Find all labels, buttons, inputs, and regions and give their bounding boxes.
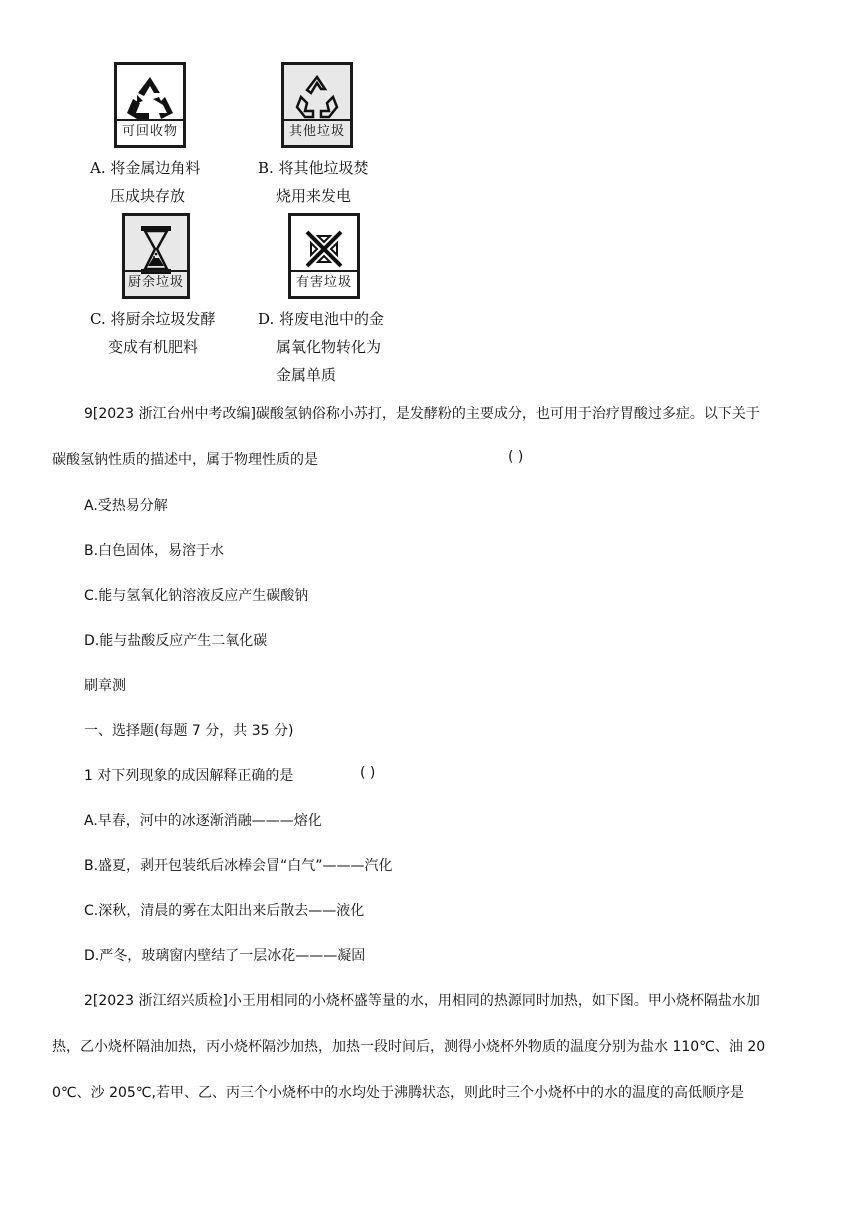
option-line: 变成有机肥料 bbox=[108, 338, 199, 356]
q2-stem-line1: 2[2023 浙江绍兴质检]小王用相同的小烧杯盛等量的水，用相同的热源同时加热，如下图。甲小烧杯隔盐水加 bbox=[84, 993, 760, 1009]
kitchen-waste-icon bbox=[135, 224, 177, 276]
kitchen-waste-sign bbox=[122, 213, 190, 299]
option-line: C. 将厨余垃圾发酵 bbox=[90, 310, 216, 328]
option-b-top bbox=[258, 154, 369, 210]
sign-caption: 有害垃圾 bbox=[291, 270, 357, 296]
section-subtitle: 一、选择题(每题 7 分，共 35 分) bbox=[84, 723, 294, 739]
option-line: D. 将废电池中的金 bbox=[258, 310, 385, 328]
q1-stem: 1 对下列现象的成因解释正确的是 bbox=[84, 768, 294, 784]
other-trash-icon bbox=[293, 73, 341, 123]
q1-answer-bracket: ( ) bbox=[360, 765, 376, 781]
q9-option-a: A.受热易分解 bbox=[84, 498, 168, 514]
hazardous-sign bbox=[288, 213, 360, 299]
hazardous-icon bbox=[299, 224, 349, 274]
option-line: 金属单质 bbox=[276, 366, 337, 384]
recyclable-sign bbox=[114, 62, 186, 148]
option-line: 烧用来发电 bbox=[276, 187, 352, 205]
sign-caption: 可回收物 bbox=[117, 119, 183, 145]
q9-stem-line2: 碳酸氢钠性质的描述中，属于物理性质的是 bbox=[52, 452, 318, 468]
option-line: 压成块存放 bbox=[110, 187, 186, 205]
option-d-top bbox=[258, 305, 384, 389]
q9-stem-line1: 9[2023 浙江台州中考改编]碳酸氢钠俗称小苏打，是发酵粉的主要成分，也可用于治疗胃酸过多症。以下关于 bbox=[84, 406, 760, 422]
q1-option-c: C.深秋，清晨的雾在太阳出来后散去——液化 bbox=[84, 903, 365, 919]
section-title: 刷章测 bbox=[84, 678, 126, 694]
option-a-top bbox=[90, 154, 200, 210]
q1-option-a: A.早春，河中的冰逐渐消融———熔化 bbox=[84, 813, 322, 829]
option-line: A. 将金属边角料 bbox=[90, 159, 201, 177]
q9-option-d: D.能与盐酸反应产生二氧化碳 bbox=[84, 633, 268, 649]
q1-option-b: B.盛夏，剥开包装纸后冰棒会冒“白气”———汽化 bbox=[84, 858, 393, 874]
option-line: B. 将其他垃圾焚 bbox=[258, 159, 369, 177]
q1-option-d: D.严冬，玻璃窗内壁结了一层冰花———凝固 bbox=[84, 948, 366, 964]
recycle-icon bbox=[123, 73, 177, 123]
q9-option-c: C.能与氢氧化钠溶液反应产生碳酸钠 bbox=[84, 588, 309, 604]
option-c-top bbox=[90, 305, 215, 361]
other-trash-sign bbox=[281, 62, 353, 148]
sign-caption: 其他垃圾 bbox=[284, 119, 350, 145]
q2-stem-line2: 热，乙小烧杯隔油加热，丙小烧杯隔沙加热，加热一段时间后，测得小烧杯外物质的温度分别为盐水 110℃、油 20 bbox=[52, 1039, 766, 1055]
q2-stem-line3: 0℃、沙 205℃,若甲、乙、丙三个小烧杯中的水均处于沸腾状态，则此时三个小烧杯中的水的温度的高低顺序是 bbox=[52, 1085, 744, 1101]
q9-answer-bracket: ( ) bbox=[508, 449, 524, 465]
option-line: 属氧化物转化为 bbox=[276, 338, 382, 356]
q9-option-b: B.白色固体，易溶于水 bbox=[84, 543, 225, 559]
sign-caption: 厨余垃圾 bbox=[125, 270, 187, 296]
